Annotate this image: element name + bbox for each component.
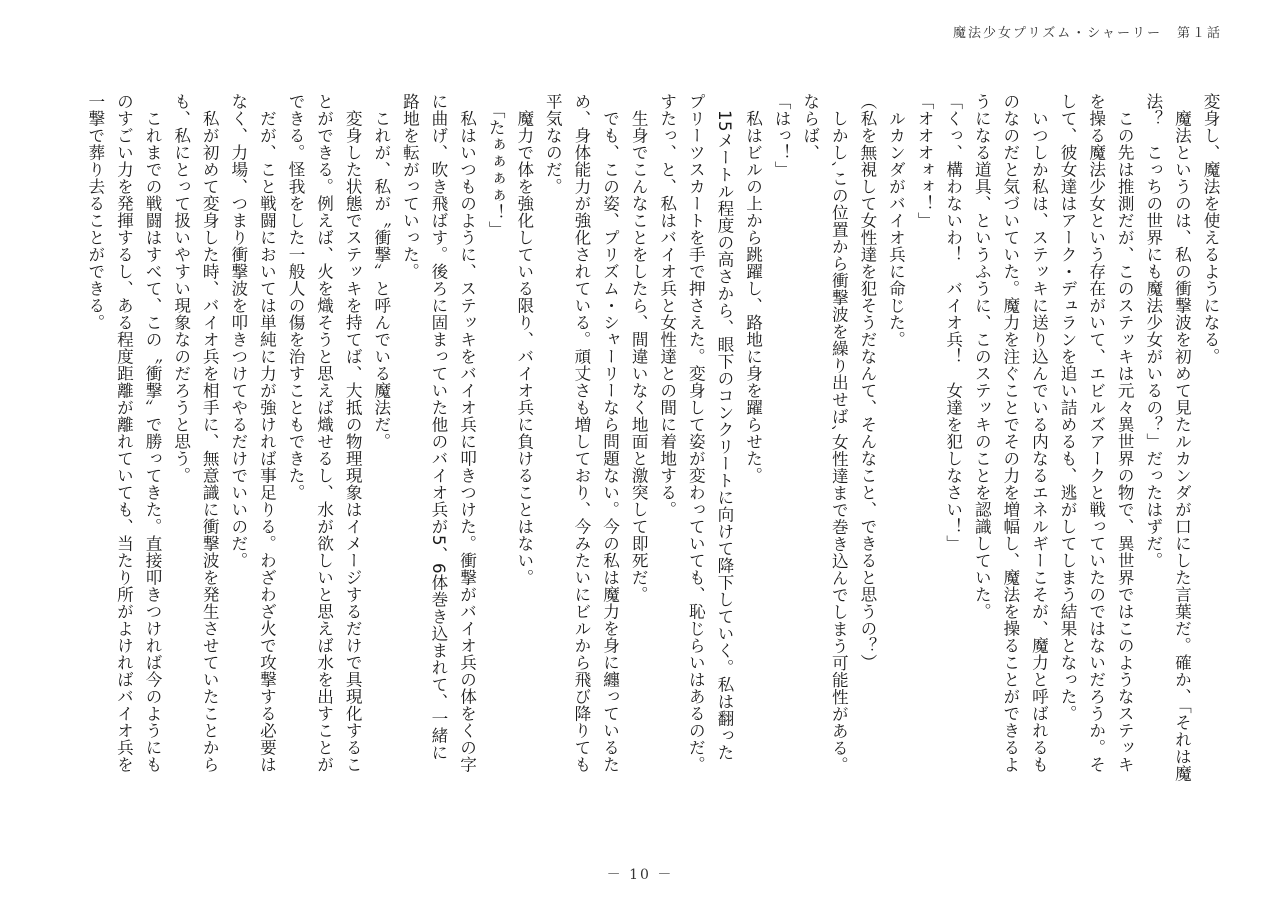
text-line: のすごい力を発揮するし、ある程度距離が離れていても、当たり所がよければバイオ兵を <box>114 93 134 773</box>
text-line: 「オオオォォ！」 <box>915 93 935 229</box>
text-line: この先は推測だが、このステッキは元々異世界の物で、異世界ではこのようなステッキ <box>1115 93 1135 773</box>
text-line: 魔法というのは、私の衝撃波を初めて見たルカンダが口にした言葉だ。確か、「それは魔 <box>1172 93 1192 782</box>
page-number: － 10 － <box>606 867 674 883</box>
text-line: とができる。例えば、火を熾そうと思えば熾せるし、水が欲しいと思えば水を出すことが <box>314 93 334 773</box>
text-line: して、彼女達はアーク・デュランを追い詰めるも、逃がしてしまう結果となった。 <box>1058 93 1078 722</box>
text-line: 平気なのだ。 <box>543 93 563 195</box>
vertical-body-text <box>80 93 1224 813</box>
text-line: うになる道具、というふうに、このステッキのことを認識していた。 <box>972 93 992 620</box>
text-line: 15メートル程度の高さから、眼下のコンクリートに向けて降下していく。私は翻った <box>714 93 734 761</box>
text-line: なく、力場、つまり衝撃波を叩きつけてやるだけでいいのだ。 <box>228 93 248 569</box>
text-line: 変身し、魔法を使えるようになる。 <box>1201 93 1220 365</box>
text-line: 魔力で体を強化している限り、バイオ兵に負けることはない。 <box>514 93 534 586</box>
text-line: め、身体能力が強化されている。頑丈さも増しており、今みたいにビルから飛び降りても <box>571 93 591 773</box>
text-line: いつしか私は、ステッキに送り込んでいる内なるエネルギーこそが、魔力と呼ばれるも <box>1029 93 1049 773</box>
text-line: 私が初めて変身した時、バイオ兵を相手に、無意識に衝撃波を発生させていたことから <box>200 93 220 773</box>
text-line: 私はいつものように、ステッキをバイオ兵に叩きつけた。衝撃がバイオ兵の体をくの字 <box>457 93 477 773</box>
text-line: これまでの戦闘はすべて、この〝衝撃〟で勝ってきた。直接叩きつければ今のようにも <box>143 93 163 773</box>
text-line: 「くっ、構わないわ！ バイオ兵！ 女達を犯しなさい！」 <box>943 93 963 552</box>
text-line: これが、私が〝衝撃〟と呼んでいる魔法だ。 <box>371 93 391 450</box>
text-line: （私を無視して女性達を犯そうだなんて、そんなこと、できると思うの？） <box>857 93 877 671</box>
text-line: のなのだと気づいていた。魔力を注ぐことでその力を増幅し、魔法を操ることができるよ <box>1000 93 1020 773</box>
text-line: 路地を転がっていった。 <box>400 93 420 280</box>
text-line: ルカンダがバイオ兵に命じた。 <box>886 93 906 348</box>
text-line: を操る魔法少女という存在がいて、エビルズアークと戦っていたのではないだろうか。そ <box>1086 93 1106 773</box>
text-line: プリーツスカートを手で押さえた。変身して姿が変わっていても、恥じらいはあるのだ。 <box>686 93 706 773</box>
text-line: 「たぁぁぁぁ！」 <box>486 93 506 238</box>
text-line: 変身した状態でステッキを持てば、大抵の物理現象はイメージするだけで具現化するこ <box>343 93 363 773</box>
text-line: 法？ こっちの世界にも魔法少女がいるの？」だったはずだ。 <box>1143 93 1163 569</box>
text-line: だが、こと戦闘においては単純に力が強ければ事足りる。わざわざ火で攻撃する必要は <box>257 93 277 773</box>
text-line: できる。怪我をした一般人の傷を治すこともできた。 <box>286 93 305 501</box>
text-line: 生身でこんなことをしたら、間違いなく地面と激突して即死だ。 <box>629 93 649 603</box>
text-line: しかし､この位置から衝撃波を繰り出せば､女性達まで巻き込んでしまう可能性がある。 <box>829 93 849 774</box>
text-line: ならば、 <box>800 93 820 161</box>
text-line: でも、この姿、プリズム・シャーリーなら問題ない。今の私は魔力を身に纏っているた <box>600 93 620 773</box>
running-header-title: 魔法少女プリズム・シャーリー 第１話 <box>953 26 1222 41</box>
text-line: 一撃で葬り去ることができる。 <box>85 93 105 331</box>
text-line: 私はビルの上から跳躍し、路地に身を躍らせた。 <box>743 93 763 484</box>
text-line: も、私にとって扱いやすい現象なのだろうと思う。 <box>171 93 191 484</box>
text-line: すたっ、と、私はバイオ兵と女性達との間に着地する。 <box>657 93 677 518</box>
text-line: 「はっ！」 <box>772 93 792 178</box>
text-line: に曲げ、吹き飛ばす。後ろに固まっていた他のバイオ兵が5、6体巻き込まれて、一緒に <box>428 93 448 761</box>
